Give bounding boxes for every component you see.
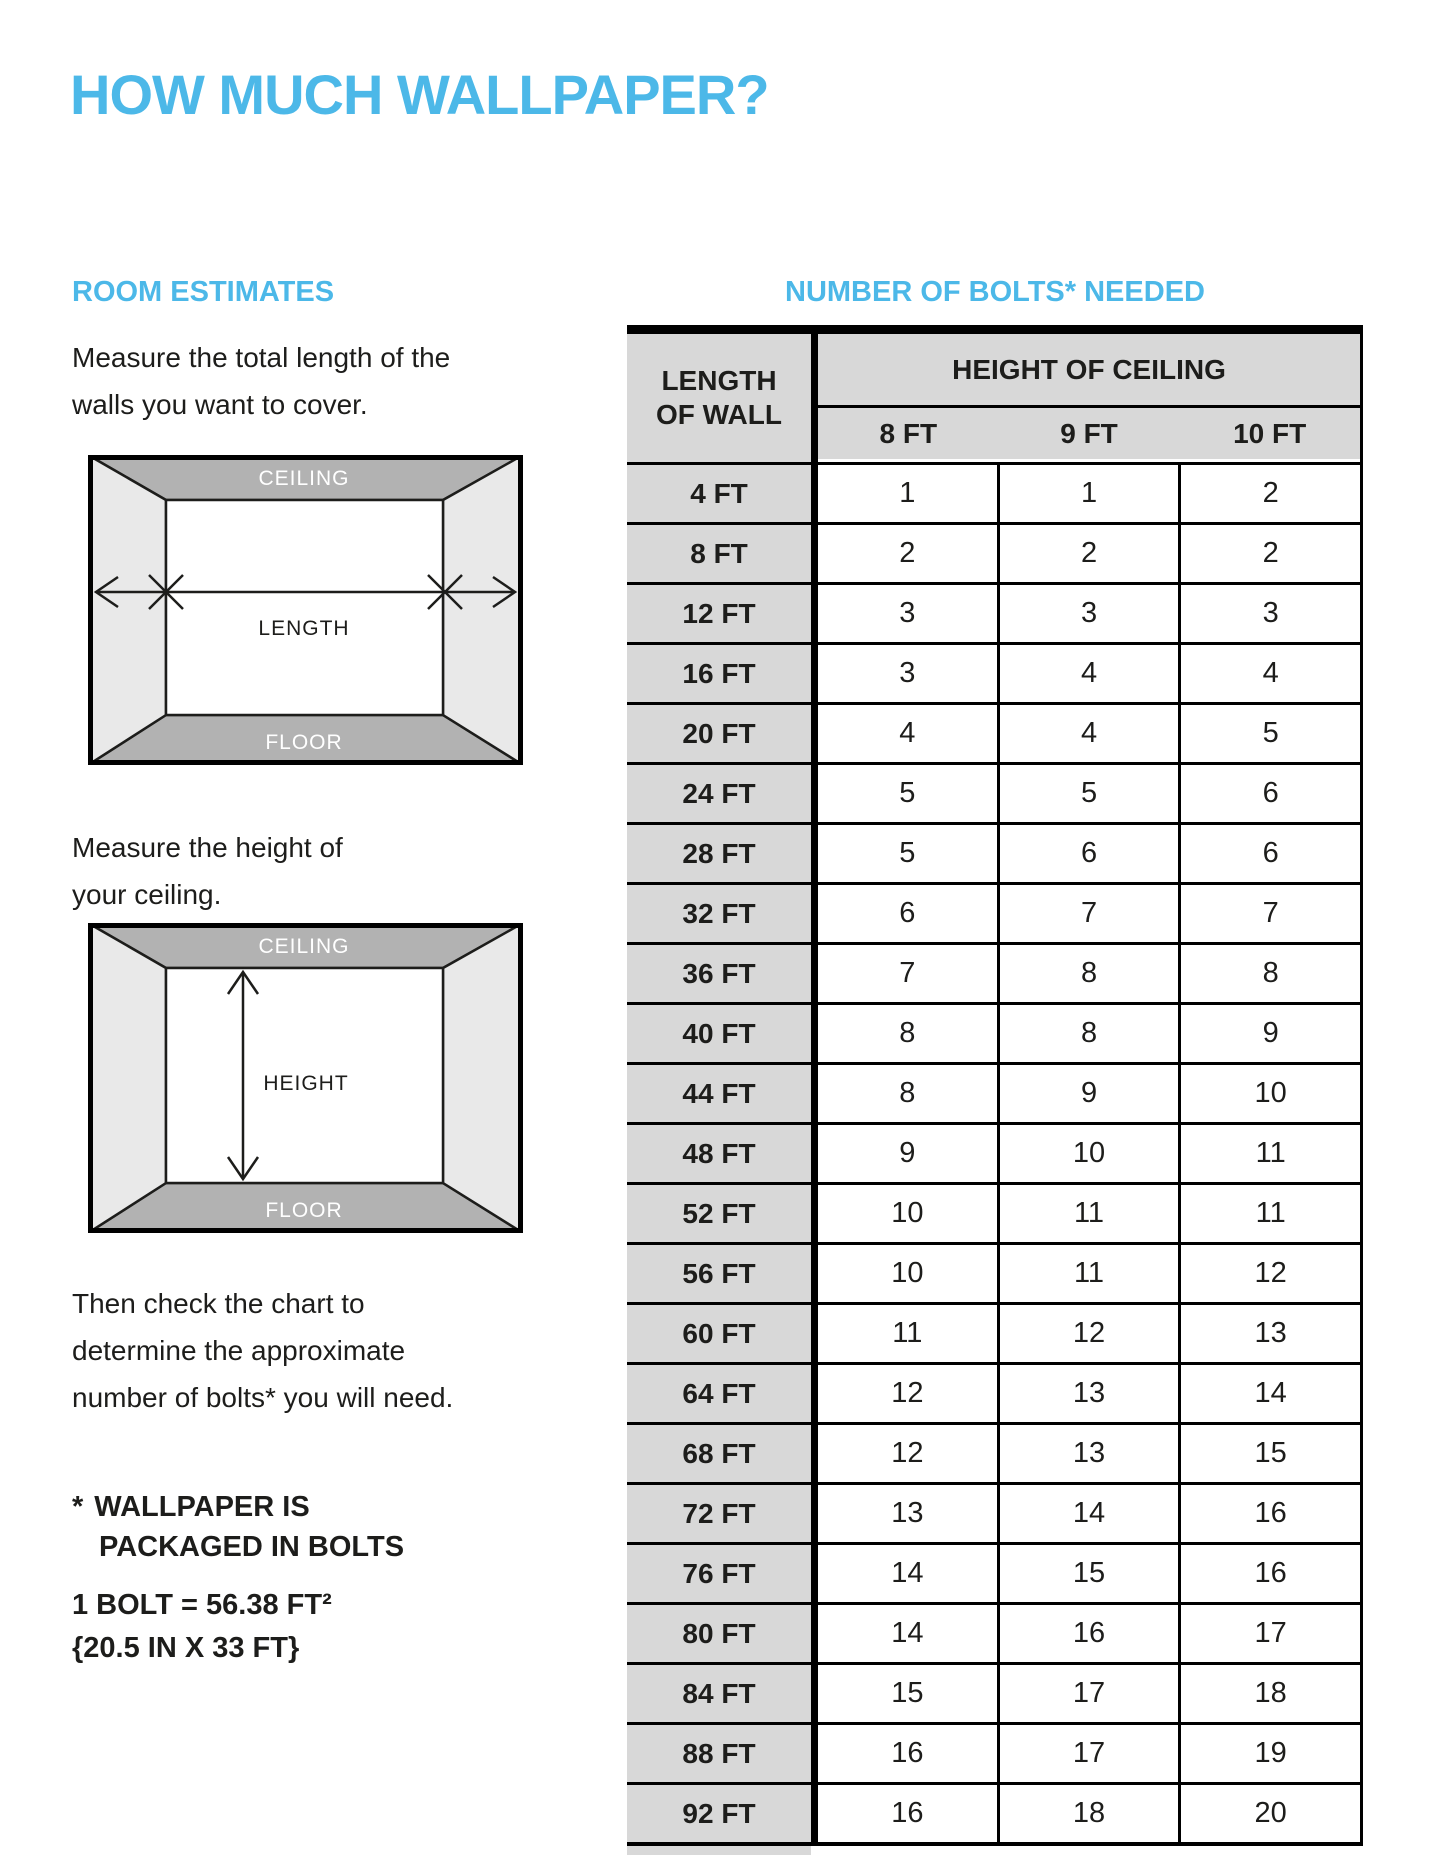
row-values <box>811 1785 1363 1842</box>
table-cell: 2 <box>1178 465 1360 522</box>
instruction-measure-height: Measure the height of your ceiling. <box>72 832 343 910</box>
table-cell: 11 <box>997 1245 1179 1302</box>
column-header: 10 FT <box>1233 417 1307 449</box>
row-values <box>811 465 1363 522</box>
table-row <box>627 1662 1363 1722</box>
table-cell: 10 <box>1178 1065 1360 1122</box>
table-cell: 14 <box>1178 1365 1360 1422</box>
table-cell: 2 <box>1178 525 1360 582</box>
floor-label: FLOOR <box>265 731 343 754</box>
row-label: 64 FT <box>627 1365 811 1422</box>
row-label: 32 FT <box>627 885 811 942</box>
table-cell: 6 <box>997 825 1179 882</box>
table-row <box>627 762 1363 822</box>
row-values <box>811 585 1363 642</box>
back-wall <box>166 500 443 715</box>
table-cell: 4 <box>1178 645 1360 702</box>
table-cell: 5 <box>899 837 916 869</box>
table-cell: 14 <box>891 1557 924 1589</box>
table-row <box>627 822 1363 882</box>
table-cell: 7 <box>997 885 1179 942</box>
row-values <box>811 1725 1363 1782</box>
table-cell: 9 <box>899 1137 916 1169</box>
instruction-measure-length: Measure the total length of the walls you want to cover. <box>72 342 451 420</box>
row-label: 52 FT <box>627 1185 811 1242</box>
table-cell: 6 <box>899 897 916 929</box>
column-header: 9 FT <box>1060 417 1118 449</box>
table-cell: 15 <box>1178 1425 1360 1482</box>
table-row <box>627 1182 1363 1242</box>
left-wall <box>88 455 166 765</box>
bolt-dimensions: {20.5 IN X 33 FT} <box>72 1632 300 1664</box>
row-label: 20 FT <box>627 705 811 762</box>
table-cell: 10 <box>891 1257 924 1289</box>
row-values <box>811 1665 1363 1722</box>
left-wall <box>88 923 166 1233</box>
table-cell: 1 <box>997 465 1179 522</box>
table-cell: 4 <box>997 645 1179 702</box>
table-cell: 3 <box>899 597 916 629</box>
column-group-header: HEIGHT OF CEILING <box>818 334 1360 408</box>
table-row <box>627 1362 1363 1422</box>
column-header-row <box>818 408 1360 459</box>
table-cell: 11 <box>892 1317 923 1349</box>
row-label: 28 FT <box>627 825 811 882</box>
table-cell: 7 <box>899 957 916 989</box>
row-label: 40 FT <box>627 1005 811 1062</box>
table-cell: 16 <box>891 1797 924 1829</box>
instruction-check-chart: Then check the chart to determine the approximate number of bolts* you will need. <box>72 1288 454 1413</box>
table-cell: 4 <box>899 717 916 749</box>
row-values <box>811 1365 1363 1422</box>
table-row <box>627 942 1363 1002</box>
row-label: 8 FT <box>627 525 811 582</box>
floor-label: FLOOR <box>265 1199 343 1222</box>
table-cell: 13 <box>891 1497 924 1529</box>
table-cell: 3 <box>899 657 916 689</box>
table-cell: 16 <box>1178 1485 1360 1542</box>
row-label: 16 FT <box>627 645 811 702</box>
row-label: 76 FT <box>627 1545 811 1602</box>
table-cell: 12 <box>891 1377 924 1409</box>
section-room-estimates: ROOM ESTIMATES <box>72 276 335 308</box>
section-bolts-needed: NUMBER OF BOLTS* NEEDED <box>785 276 1205 308</box>
row-label: 88 FT <box>627 1725 811 1782</box>
table-row <box>627 1062 1363 1122</box>
footnote-line1: WALLPAPER IS <box>94 1491 310 1523</box>
length-label: LENGTH <box>258 617 350 640</box>
table-cell: 13 <box>997 1365 1179 1422</box>
table-cell: 13 <box>997 1425 1179 1482</box>
row-label: 24 FT <box>627 765 811 822</box>
table-cell: 9 <box>997 1065 1179 1122</box>
ceiling-label: CEILING <box>258 467 350 490</box>
table-cell: 6 <box>1178 825 1360 882</box>
row-values <box>811 1485 1363 1542</box>
table-row <box>627 1482 1363 1542</box>
row-label: 56 FT <box>627 1245 811 1302</box>
row-label: 80 FT <box>627 1605 811 1662</box>
row-values <box>811 1245 1363 1302</box>
table-cell: 11 <box>1178 1125 1360 1182</box>
table-cell: 12 <box>891 1437 924 1469</box>
table-cell: 4 <box>997 705 1179 762</box>
table-cell: 15 <box>997 1545 1179 1602</box>
table-cell: 17 <box>997 1665 1179 1722</box>
table-row <box>627 642 1363 702</box>
table-cell: 11 <box>997 1185 1179 1242</box>
table-cell: 16 <box>891 1737 924 1769</box>
table-cell: 5 <box>899 777 916 809</box>
table-row <box>627 702 1363 762</box>
row-label: 12 FT <box>627 585 811 642</box>
table-cell: 3 <box>1178 585 1360 642</box>
table-cell: 5 <box>997 765 1179 822</box>
row-label: 72 FT <box>627 1485 811 1542</box>
table-top-border <box>627 325 1363 334</box>
row-values <box>811 1005 1363 1062</box>
row-label: 92 FT <box>627 1785 811 1842</box>
table-row <box>627 1422 1363 1482</box>
row-label: 48 FT <box>627 1125 811 1182</box>
bolt-equation: 1 BOLT = 56.38 FT² <box>72 1589 332 1621</box>
table-cell: 18 <box>1178 1665 1360 1722</box>
row-label: 44 FT <box>627 1065 811 1122</box>
footnote-wallpaper <box>72 1487 310 1527</box>
table-row <box>627 462 1363 522</box>
table-cell: 10 <box>891 1197 924 1229</box>
asterisk: * <box>72 1491 84 1523</box>
ceiling-label: CEILING <box>258 935 350 958</box>
table-cell: 17 <box>1178 1605 1360 1662</box>
table-cell: 11 <box>1178 1185 1360 1242</box>
table-row <box>627 1002 1363 1062</box>
table-cell: 20 <box>1178 1785 1360 1842</box>
table-cell: 1 <box>899 477 916 509</box>
row-label: 60 FT <box>627 1305 811 1362</box>
table-bottom-strip <box>627 1846 811 1855</box>
row-label: 68 FT <box>627 1425 811 1482</box>
table-cell: 2 <box>899 537 916 569</box>
table-row <box>627 1602 1363 1662</box>
table-row <box>627 1542 1363 1602</box>
table-cell: 3 <box>997 585 1179 642</box>
table-cell: 16 <box>997 1605 1179 1662</box>
table-row <box>627 1242 1363 1302</box>
row-label: 36 FT <box>627 945 811 1002</box>
column-header: 8 FT <box>879 417 938 449</box>
table-cell: 8 <box>899 1017 916 1049</box>
row-values <box>811 825 1363 882</box>
row-values <box>811 885 1363 942</box>
table-cell: 12 <box>997 1305 1179 1362</box>
row-values <box>811 1605 1363 1662</box>
room-height-diagram <box>88 923 523 1233</box>
right-wall <box>443 923 523 1233</box>
height-label: HEIGHT <box>263 1072 349 1095</box>
table-row <box>627 582 1363 642</box>
table-cell: 15 <box>891 1677 924 1709</box>
table-cell: 18 <box>997 1785 1179 1842</box>
table-row <box>627 1122 1363 1182</box>
table-row <box>627 1722 1363 1782</box>
right-wall <box>443 455 523 765</box>
table-cell: 13 <box>1178 1305 1360 1362</box>
table-cell: 12 <box>1178 1245 1360 1302</box>
table-cell: 19 <box>1178 1725 1360 1782</box>
table-cell: 16 <box>1178 1545 1360 1602</box>
row-values <box>811 945 1363 1002</box>
table-cell: 8 <box>997 945 1179 1002</box>
row-values <box>811 1185 1363 1242</box>
row-values <box>811 705 1363 762</box>
row-header-cell: LENGTH OF WALL <box>627 334 811 462</box>
table-row <box>627 1302 1363 1362</box>
row-values <box>811 765 1363 822</box>
table-cell: 7 <box>1178 885 1360 942</box>
table-cell: 9 <box>1178 1005 1360 1062</box>
table-cell: 5 <box>1178 705 1360 762</box>
table-cell: 14 <box>997 1485 1179 1542</box>
row-values <box>811 1065 1363 1122</box>
table-cell: 14 <box>891 1617 924 1649</box>
row-values <box>811 1425 1363 1482</box>
row-values <box>811 645 1363 702</box>
row-label: 84 FT <box>627 1665 811 1722</box>
page-title: HOW MUCH WALLPAPER? <box>70 63 769 126</box>
table-cell: 17 <box>997 1725 1179 1782</box>
table-row <box>627 1782 1363 1842</box>
table-cell: 8 <box>899 1077 916 1109</box>
table-row <box>627 882 1363 942</box>
table-cell: 8 <box>997 1005 1179 1062</box>
column-headers <box>811 334 1363 462</box>
table-cell: 10 <box>997 1125 1179 1182</box>
table-row <box>627 522 1363 582</box>
table-cell: 6 <box>1178 765 1360 822</box>
row-label: 4 FT <box>627 465 811 522</box>
table-cell: 8 <box>1178 945 1360 1002</box>
footnote-line2: PACKAGED IN BOLTS <box>99 1531 405 1563</box>
row-values <box>811 1545 1363 1602</box>
room-length-diagram <box>88 455 523 765</box>
row-values <box>811 525 1363 582</box>
row-values <box>811 1125 1363 1182</box>
row-values <box>811 1305 1363 1362</box>
bolts-table <box>627 325 1363 1855</box>
table-cell: 2 <box>997 525 1179 582</box>
table-body <box>627 462 1363 1842</box>
table-header <box>627 334 1363 462</box>
